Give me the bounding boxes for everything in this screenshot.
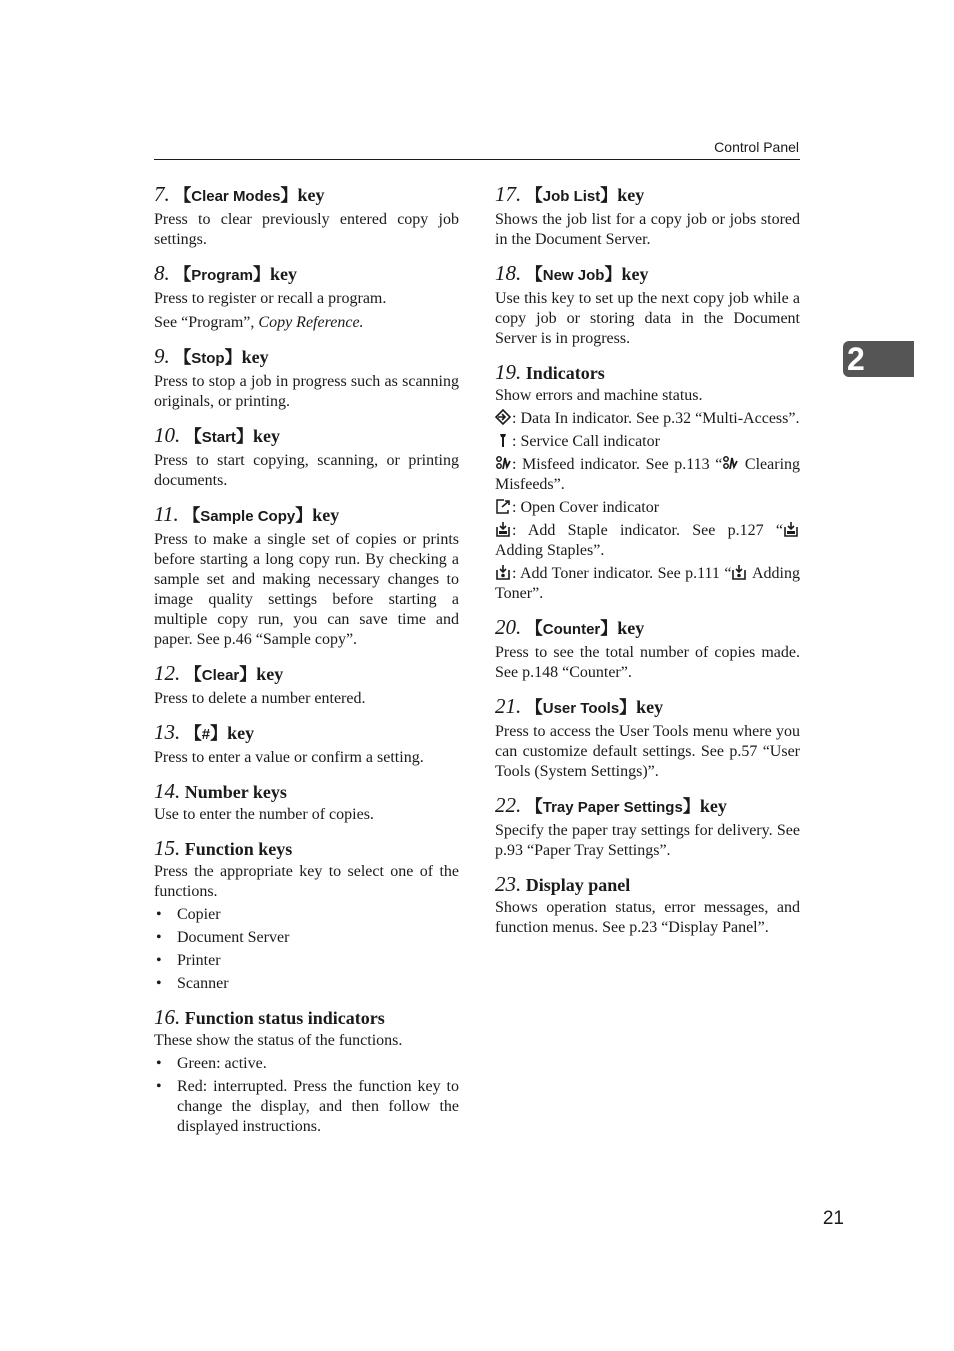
item-13 — [154, 719, 459, 768]
list-item: • Red: interrupted. Press the function key to change the display, and then follow the displayed instructions. — [154, 1077, 459, 1137]
key-name: Sample Copy — [200, 508, 296, 525]
cross-reference: See “Program”, Copy Reference. — [154, 314, 364, 331]
item-heading: 7. 【Clear Modes】key — [154, 182, 325, 206]
bullet-list — [154, 905, 459, 994]
item-body: Press to start copying, scanning, or printing documents. — [154, 452, 459, 489]
key-name: # — [201, 726, 211, 743]
add-toner-icon — [731, 564, 747, 580]
indicator-add-staple: : Add Staple indicator. See p.127 “ Adding Staples”. — [495, 521, 800, 561]
item-heading: 22. 【Tray Paper Settings】key — [495, 793, 727, 817]
item-body: Use this key to set up the next copy job while a copy job or storing data in the Document Server is in progress. — [495, 290, 800, 347]
item-body: Press to access the User Tools menu where you can customize default settings. See p.57 “User Tools (System Settings)”. — [495, 723, 800, 780]
item-body: Shows operation status, error messages, and function menus. See p.23 “Display Panel”. — [495, 899, 800, 936]
item-21 — [495, 693, 800, 782]
item-9 — [154, 343, 459, 412]
item-body: Specify the paper tray settings for delivery. See p.93 “Paper Tray Settings”. — [495, 822, 800, 859]
item-heading: 21. 【User Tools】key — [495, 694, 664, 718]
item-title: Function keys — [184, 839, 293, 859]
add-staple-icon — [495, 521, 511, 537]
item-heading: 9. 【Stop】key — [154, 344, 269, 368]
item-23 — [495, 871, 800, 938]
item-heading: 13. 【#】key — [154, 720, 255, 744]
key-name: Job List — [542, 188, 601, 205]
indicator-misfeed: : Misfeed indicator. See p.113 “ Clearing Misfeeds”. — [495, 456, 801, 493]
misfeed-icon — [722, 455, 738, 471]
indicator-add-toner: : Add Toner indicator. See p.111 “ Adding Toner”. — [495, 565, 800, 602]
item-body: Press to see the total number of copies made. See p.148 “Counter”. — [495, 644, 800, 681]
left-column — [154, 181, 459, 1147]
item-heading: 11. 【Sample Copy】key — [154, 502, 340, 526]
item-body: Press to stop a job in progress such as scanning originals, or printing. — [154, 373, 459, 410]
list-item: • Document Server — [154, 928, 459, 948]
key-name: Start — [201, 429, 236, 446]
item-body: Press to make a single set of copies or prints before starting a long copy run. By checking a sample set and making necessary changes to image quality settings before starting a multiple copy run, you can save time and paper. See p.46 “Sample copy”. — [154, 531, 459, 648]
indicator-service-call: : Service Call indicator — [495, 432, 800, 452]
item-15 — [154, 835, 459, 994]
item-heading: 10. 【Start】key — [154, 423, 280, 447]
header-rule — [154, 159, 800, 160]
indicator-open-cover: : Open Cover indicator — [495, 498, 800, 518]
chapter-tab — [843, 341, 914, 377]
item-11 — [154, 501, 459, 650]
reference-title: Copy Reference. — [258, 314, 364, 331]
key-name: New Job — [542, 267, 605, 284]
item-title: Number keys — [184, 782, 287, 802]
item-10 — [154, 422, 459, 491]
item-22 — [495, 792, 800, 861]
item-8 — [154, 260, 459, 333]
item-body: These show the status of the functions. — [154, 1032, 403, 1049]
open-cover-icon — [495, 498, 511, 514]
item-body: Press to register or recall a program. — [154, 290, 387, 307]
bullet-list — [154, 1054, 459, 1137]
misfeed-icon — [495, 455, 511, 471]
key-name: Counter — [542, 621, 601, 638]
item-heading: 12. 【Clear】key — [154, 661, 284, 685]
key-name: Clear Modes — [191, 188, 281, 205]
key-name: Tray Paper Settings — [542, 799, 683, 816]
running-header: Control Panel — [714, 139, 799, 155]
item-16 — [154, 1004, 459, 1137]
item-heading: 14. Number keys — [154, 779, 287, 803]
item-body: Press to enter a value or confirm a setting. — [154, 749, 424, 766]
item-title: Function status indicators — [184, 1008, 385, 1028]
item-body: Press the appropriate key to select one of the functions. — [154, 863, 459, 900]
item-title: Indicators — [525, 363, 605, 383]
item-19 — [495, 359, 800, 604]
item-heading: 16. Function status indicators — [154, 1005, 385, 1029]
item-heading: 17. 【Job List】key — [495, 182, 645, 206]
item-14 — [154, 778, 459, 825]
item-title: Display panel — [525, 875, 631, 895]
list-item: • Printer — [154, 951, 459, 971]
item-heading: 18. 【New Job】key — [495, 261, 649, 285]
item-heading: 19. Indicators — [495, 360, 605, 384]
item-heading: 8. 【Program】key — [154, 261, 297, 285]
key-name: Stop — [191, 350, 225, 367]
item-12 — [154, 660, 459, 709]
right-column — [495, 181, 800, 948]
list-item: • Green: active. — [154, 1054, 459, 1074]
item-body: Use to enter the number of copies. — [154, 806, 374, 823]
indicator-data-in: : Data In indicator. See p.32 “Multi-Access”. — [495, 409, 800, 429]
item-17 — [495, 181, 800, 250]
wrench-icon — [495, 432, 511, 448]
item-body: Show errors and machine status. — [495, 387, 703, 404]
add-toner-icon — [495, 564, 511, 580]
list-item: • Scanner — [154, 974, 459, 994]
data-in-icon — [495, 409, 511, 425]
page-number: 21 — [822, 1208, 844, 1229]
key-name: Clear — [201, 667, 240, 684]
item-heading: 20. 【Counter】key — [495, 615, 645, 639]
list-item: • Copier — [154, 905, 459, 925]
chapter-number: 2 — [847, 341, 865, 377]
item-18 — [495, 260, 800, 349]
item-body: Shows the job list for a copy job or jobs stored in the Document Server. — [495, 211, 800, 248]
item-body: Press to clear previously entered copy job settings. — [154, 211, 459, 248]
item-7 — [154, 181, 459, 250]
item-20 — [495, 614, 800, 683]
item-heading: 23. Display panel — [495, 872, 631, 896]
key-name: Program — [191, 267, 253, 284]
item-heading: 15. Function keys — [154, 836, 293, 860]
key-name: User Tools — [542, 700, 620, 717]
add-staple-icon — [783, 521, 799, 537]
item-body: Press to delete a number entered. — [154, 690, 366, 707]
